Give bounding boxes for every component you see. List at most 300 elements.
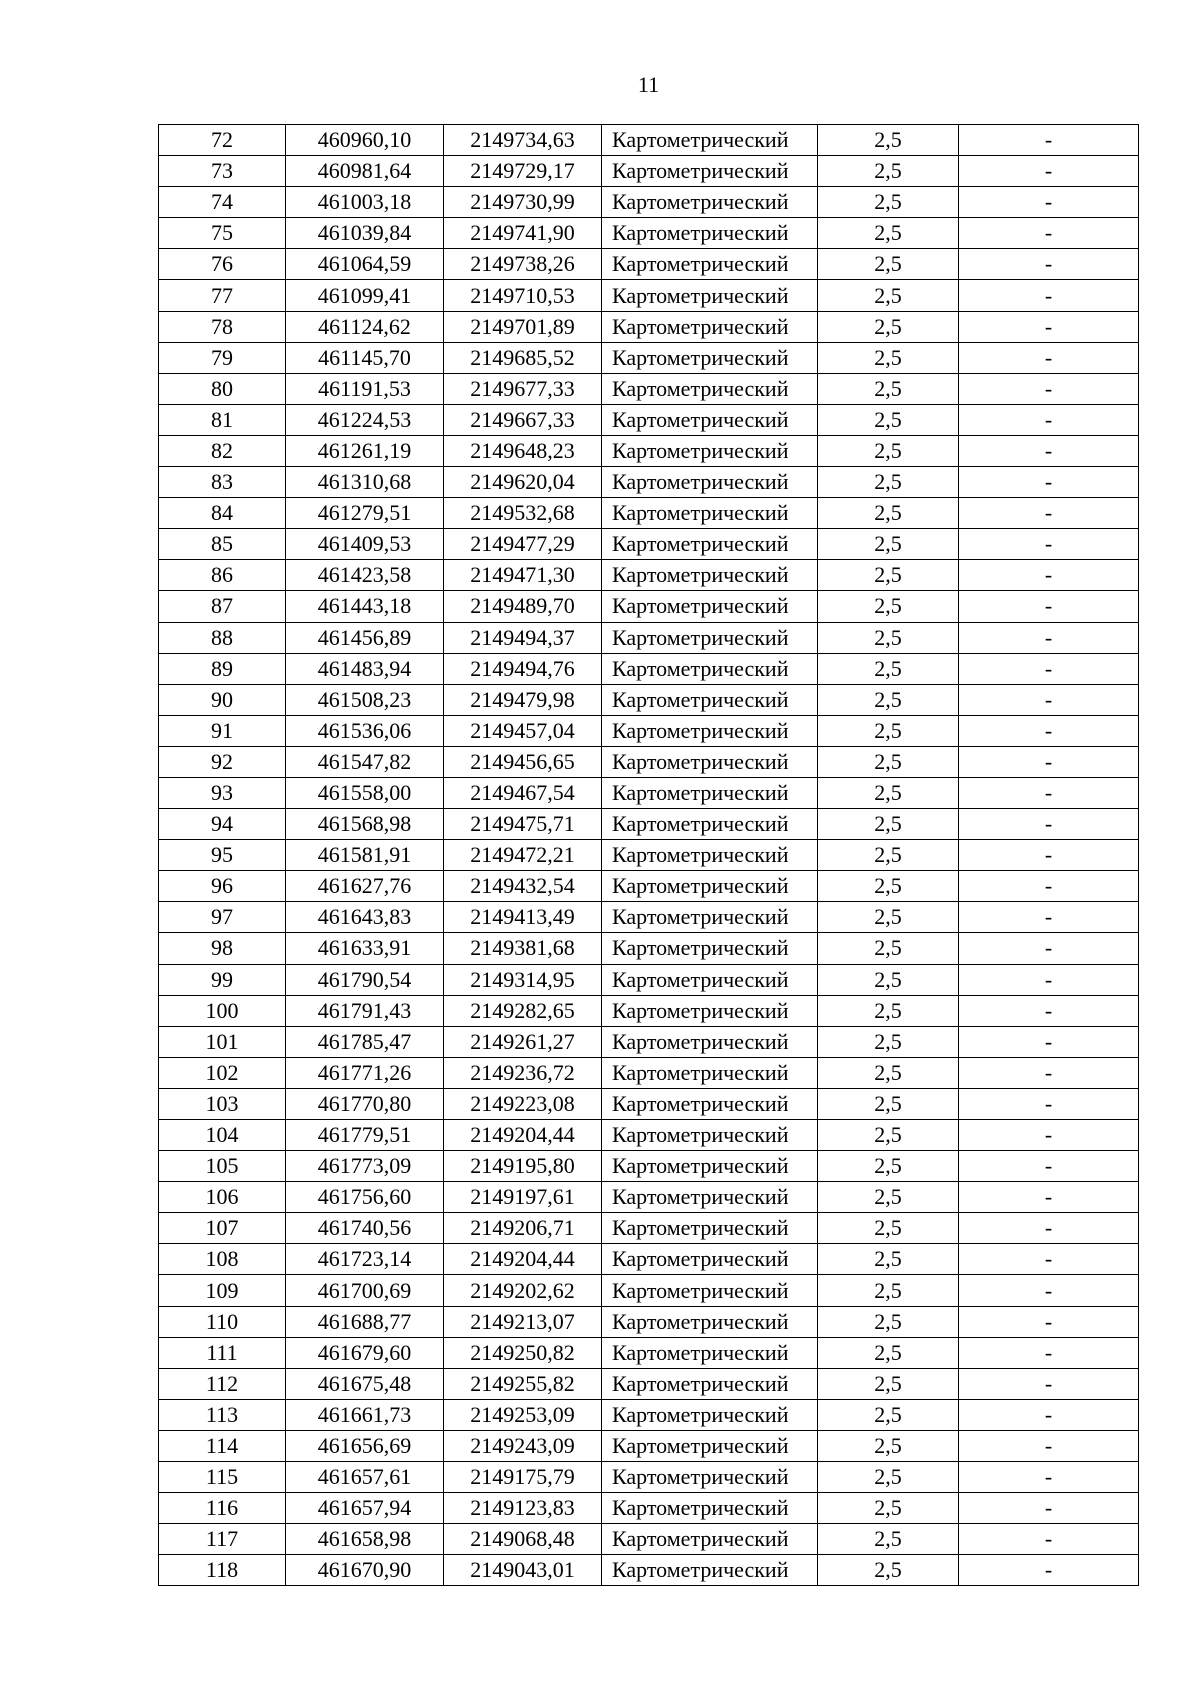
x-coordinate-cell: 461723,14 bbox=[286, 1244, 444, 1275]
description-cell: - bbox=[959, 125, 1139, 156]
y-coordinate-cell: 2149250,82 bbox=[444, 1337, 602, 1368]
accuracy-cell: 2,5 bbox=[818, 311, 959, 342]
method-cell: Картометрический bbox=[602, 746, 818, 777]
point-number-cell: 92 bbox=[159, 746, 286, 777]
description-cell: - bbox=[959, 715, 1139, 746]
point-number-cell: 104 bbox=[159, 1120, 286, 1151]
x-coordinate-cell: 461773,09 bbox=[286, 1151, 444, 1182]
accuracy-cell: 2,5 bbox=[818, 1524, 959, 1555]
y-coordinate-cell: 2149123,83 bbox=[444, 1493, 602, 1524]
table-row bbox=[159, 373, 1139, 404]
method-cell: Картометрический bbox=[602, 964, 818, 995]
accuracy-cell: 2,5 bbox=[818, 1430, 959, 1461]
x-coordinate-cell: 461627,76 bbox=[286, 871, 444, 902]
method-cell: Картометрический bbox=[602, 435, 818, 466]
y-coordinate-cell: 2149472,21 bbox=[444, 840, 602, 871]
description-cell: - bbox=[959, 1120, 1139, 1151]
table-row bbox=[159, 777, 1139, 808]
method-cell: Картометрический bbox=[602, 715, 818, 746]
description-cell: - bbox=[959, 809, 1139, 840]
y-coordinate-cell: 2149741,90 bbox=[444, 218, 602, 249]
x-coordinate-cell: 461224,53 bbox=[286, 404, 444, 435]
method-cell: Картометрический bbox=[602, 1120, 818, 1151]
table-row bbox=[159, 1430, 1139, 1461]
y-coordinate-cell: 2149197,61 bbox=[444, 1182, 602, 1213]
point-number-cell: 115 bbox=[159, 1462, 286, 1493]
x-coordinate-cell: 461039,84 bbox=[286, 218, 444, 249]
x-coordinate-cell: 461191,53 bbox=[286, 373, 444, 404]
method-cell: Картометрический bbox=[602, 933, 818, 964]
table-row bbox=[159, 467, 1139, 498]
method-cell: Картометрический bbox=[602, 1306, 818, 1337]
method-cell: Картометрический bbox=[602, 342, 818, 373]
table-row bbox=[159, 871, 1139, 902]
y-coordinate-cell: 2149677,33 bbox=[444, 373, 602, 404]
method-cell: Картометрический bbox=[602, 125, 818, 156]
x-coordinate-cell: 461688,77 bbox=[286, 1306, 444, 1337]
method-cell: Картометрический bbox=[602, 498, 818, 529]
y-coordinate-cell: 2149413,49 bbox=[444, 902, 602, 933]
point-number-cell: 107 bbox=[159, 1213, 286, 1244]
y-coordinate-cell: 2149738,26 bbox=[444, 249, 602, 280]
method-cell: Картометрический bbox=[602, 1524, 818, 1555]
table-row bbox=[159, 1337, 1139, 1368]
table-row bbox=[159, 840, 1139, 871]
y-coordinate-cell: 2149685,52 bbox=[444, 342, 602, 373]
point-number-cell: 93 bbox=[159, 777, 286, 808]
description-cell: - bbox=[959, 777, 1139, 808]
x-coordinate-cell: 461310,68 bbox=[286, 467, 444, 498]
accuracy-cell: 2,5 bbox=[818, 218, 959, 249]
description-cell: - bbox=[959, 591, 1139, 622]
y-coordinate-cell: 2149206,71 bbox=[444, 1213, 602, 1244]
table-row bbox=[159, 684, 1139, 715]
y-coordinate-cell: 2149213,07 bbox=[444, 1306, 602, 1337]
description-cell: - bbox=[959, 560, 1139, 591]
accuracy-cell: 2,5 bbox=[818, 902, 959, 933]
x-coordinate-cell: 461508,23 bbox=[286, 684, 444, 715]
method-cell: Картометрический bbox=[602, 187, 818, 218]
description-cell: - bbox=[959, 311, 1139, 342]
method-cell: Картометрический bbox=[602, 622, 818, 653]
accuracy-cell: 2,5 bbox=[818, 1151, 959, 1182]
y-coordinate-cell: 2149457,04 bbox=[444, 715, 602, 746]
x-coordinate-cell: 461785,47 bbox=[286, 1026, 444, 1057]
description-cell: - bbox=[959, 902, 1139, 933]
x-coordinate-cell: 461409,53 bbox=[286, 529, 444, 560]
description-cell: - bbox=[959, 1244, 1139, 1275]
point-number-cell: 72 bbox=[159, 125, 286, 156]
table-row bbox=[159, 995, 1139, 1026]
point-number-cell: 80 bbox=[159, 373, 286, 404]
method-cell: Картометрический bbox=[602, 311, 818, 342]
y-coordinate-cell: 2149202,62 bbox=[444, 1275, 602, 1306]
accuracy-cell: 2,5 bbox=[818, 1244, 959, 1275]
accuracy-cell: 2,5 bbox=[818, 373, 959, 404]
x-coordinate-cell: 461658,98 bbox=[286, 1524, 444, 1555]
x-coordinate-cell: 461456,89 bbox=[286, 622, 444, 653]
description-cell: - bbox=[959, 1182, 1139, 1213]
x-coordinate-cell: 461547,82 bbox=[286, 746, 444, 777]
method-cell: Картометрический bbox=[602, 218, 818, 249]
method-cell: Картометрический bbox=[602, 591, 818, 622]
accuracy-cell: 2,5 bbox=[818, 777, 959, 808]
description-cell: - bbox=[959, 1399, 1139, 1430]
table-row bbox=[159, 1244, 1139, 1275]
point-number-cell: 73 bbox=[159, 156, 286, 187]
table-row bbox=[159, 1182, 1139, 1213]
y-coordinate-cell: 2149729,17 bbox=[444, 156, 602, 187]
y-coordinate-cell: 2149043,01 bbox=[444, 1555, 602, 1586]
page-number: 11 bbox=[637, 72, 660, 97]
description-cell: - bbox=[959, 1493, 1139, 1524]
accuracy-cell: 2,5 bbox=[818, 404, 959, 435]
y-coordinate-cell: 2149620,04 bbox=[444, 467, 602, 498]
x-coordinate-cell: 461740,56 bbox=[286, 1213, 444, 1244]
description-cell: - bbox=[959, 995, 1139, 1026]
x-coordinate-cell: 460981,64 bbox=[286, 156, 444, 187]
table-row bbox=[159, 1151, 1139, 1182]
accuracy-cell: 2,5 bbox=[818, 187, 959, 218]
accuracy-cell: 2,5 bbox=[818, 1399, 959, 1430]
accuracy-cell: 2,5 bbox=[818, 840, 959, 871]
point-number-cell: 106 bbox=[159, 1182, 286, 1213]
table-row bbox=[159, 311, 1139, 342]
accuracy-cell: 2,5 bbox=[818, 156, 959, 187]
table-row bbox=[159, 1275, 1139, 1306]
method-cell: Картометрический bbox=[602, 404, 818, 435]
method-cell: Картометрический bbox=[602, 1026, 818, 1057]
method-cell: Картометрический bbox=[602, 1182, 818, 1213]
table-row bbox=[159, 125, 1139, 156]
point-number-cell: 87 bbox=[159, 591, 286, 622]
x-coordinate-cell: 461633,91 bbox=[286, 933, 444, 964]
x-coordinate-cell: 461657,61 bbox=[286, 1462, 444, 1493]
description-cell: - bbox=[959, 1430, 1139, 1461]
x-coordinate-cell: 461064,59 bbox=[286, 249, 444, 280]
y-coordinate-cell: 2149730,99 bbox=[444, 187, 602, 218]
point-number-cell: 101 bbox=[159, 1026, 286, 1057]
table-row bbox=[159, 964, 1139, 995]
point-number-cell: 111 bbox=[159, 1337, 286, 1368]
point-number-cell: 89 bbox=[159, 653, 286, 684]
description-cell: - bbox=[959, 373, 1139, 404]
y-coordinate-cell: 2149710,53 bbox=[444, 280, 602, 311]
method-cell: Картометрический bbox=[602, 467, 818, 498]
y-coordinate-cell: 2149195,80 bbox=[444, 1151, 602, 1182]
description-cell: - bbox=[959, 1337, 1139, 1368]
accuracy-cell: 2,5 bbox=[818, 809, 959, 840]
accuracy-cell: 2,5 bbox=[818, 591, 959, 622]
table-row bbox=[159, 1493, 1139, 1524]
accuracy-cell: 2,5 bbox=[818, 995, 959, 1026]
y-coordinate-cell: 2149489,70 bbox=[444, 591, 602, 622]
y-coordinate-cell: 2149471,30 bbox=[444, 560, 602, 591]
table-row bbox=[159, 218, 1139, 249]
accuracy-cell: 2,5 bbox=[818, 684, 959, 715]
y-coordinate-cell: 2149314,95 bbox=[444, 964, 602, 995]
description-cell: - bbox=[959, 467, 1139, 498]
accuracy-cell: 2,5 bbox=[818, 1337, 959, 1368]
table-row bbox=[159, 1088, 1139, 1119]
description-cell: - bbox=[959, 871, 1139, 902]
method-cell: Картометрический bbox=[602, 280, 818, 311]
x-coordinate-cell: 461581,91 bbox=[286, 840, 444, 871]
x-coordinate-cell: 461790,54 bbox=[286, 964, 444, 995]
x-coordinate-cell: 461657,94 bbox=[286, 1493, 444, 1524]
x-coordinate-cell: 461643,83 bbox=[286, 902, 444, 933]
point-number-cell: 117 bbox=[159, 1524, 286, 1555]
y-coordinate-cell: 2149479,98 bbox=[444, 684, 602, 715]
y-coordinate-cell: 2149667,33 bbox=[444, 404, 602, 435]
point-number-cell: 85 bbox=[159, 529, 286, 560]
point-number-cell: 76 bbox=[159, 249, 286, 280]
accuracy-cell: 2,5 bbox=[818, 715, 959, 746]
y-coordinate-cell: 2149701,89 bbox=[444, 311, 602, 342]
description-cell: - bbox=[959, 435, 1139, 466]
point-number-cell: 94 bbox=[159, 809, 286, 840]
table-row bbox=[159, 249, 1139, 280]
table-row bbox=[159, 1399, 1139, 1430]
accuracy-cell: 2,5 bbox=[818, 1462, 959, 1493]
table-row bbox=[159, 342, 1139, 373]
y-coordinate-cell: 2149494,76 bbox=[444, 653, 602, 684]
description-cell: - bbox=[959, 498, 1139, 529]
table-row bbox=[159, 809, 1139, 840]
x-coordinate-cell: 461771,26 bbox=[286, 1057, 444, 1088]
method-cell: Картометрический bbox=[602, 777, 818, 808]
accuracy-cell: 2,5 bbox=[818, 871, 959, 902]
y-coordinate-cell: 2149467,54 bbox=[444, 777, 602, 808]
x-coordinate-cell: 461779,51 bbox=[286, 1120, 444, 1151]
description-cell: - bbox=[959, 964, 1139, 995]
x-coordinate-cell: 461670,90 bbox=[286, 1555, 444, 1586]
x-coordinate-cell: 461791,43 bbox=[286, 995, 444, 1026]
x-coordinate-cell: 461770,80 bbox=[286, 1088, 444, 1119]
table-row bbox=[159, 529, 1139, 560]
table-row bbox=[159, 560, 1139, 591]
method-cell: Картометрический bbox=[602, 560, 818, 591]
x-coordinate-cell: 461656,69 bbox=[286, 1430, 444, 1461]
x-coordinate-cell: 461568,98 bbox=[286, 809, 444, 840]
x-coordinate-cell: 461536,06 bbox=[286, 715, 444, 746]
x-coordinate-cell: 461756,60 bbox=[286, 1182, 444, 1213]
description-cell: - bbox=[959, 404, 1139, 435]
table-row bbox=[159, 498, 1139, 529]
accuracy-cell: 2,5 bbox=[818, 280, 959, 311]
point-number-cell: 88 bbox=[159, 622, 286, 653]
point-number-cell: 82 bbox=[159, 435, 286, 466]
description-cell: - bbox=[959, 933, 1139, 964]
method-cell: Картометрический bbox=[602, 1057, 818, 1088]
y-coordinate-cell: 2149475,71 bbox=[444, 809, 602, 840]
y-coordinate-cell: 2149734,63 bbox=[444, 125, 602, 156]
y-coordinate-cell: 2149261,27 bbox=[444, 1026, 602, 1057]
accuracy-cell: 2,5 bbox=[818, 498, 959, 529]
point-number-cell: 100 bbox=[159, 995, 286, 1026]
y-coordinate-cell: 2149456,65 bbox=[444, 746, 602, 777]
x-coordinate-cell: 461423,58 bbox=[286, 560, 444, 591]
description-cell: - bbox=[959, 529, 1139, 560]
method-cell: Картометрический bbox=[602, 373, 818, 404]
method-cell: Картометрический bbox=[602, 1151, 818, 1182]
point-number-cell: 84 bbox=[159, 498, 286, 529]
accuracy-cell: 2,5 bbox=[818, 1026, 959, 1057]
x-coordinate-cell: 460960,10 bbox=[286, 125, 444, 156]
description-cell: - bbox=[959, 1368, 1139, 1399]
description-cell: - bbox=[959, 1306, 1139, 1337]
description-cell: - bbox=[959, 342, 1139, 373]
method-cell: Картометрический bbox=[602, 809, 818, 840]
y-coordinate-cell: 2149175,79 bbox=[444, 1462, 602, 1493]
method-cell: Картометрический bbox=[602, 1337, 818, 1368]
accuracy-cell: 2,5 bbox=[818, 125, 959, 156]
y-coordinate-cell: 2149204,44 bbox=[444, 1244, 602, 1275]
table-row bbox=[159, 1368, 1139, 1399]
table-row bbox=[159, 404, 1139, 435]
x-coordinate-cell: 461483,94 bbox=[286, 653, 444, 684]
point-number-cell: 81 bbox=[159, 404, 286, 435]
point-number-cell: 105 bbox=[159, 1151, 286, 1182]
y-coordinate-cell: 2149253,09 bbox=[444, 1399, 602, 1430]
x-coordinate-cell: 461003,18 bbox=[286, 187, 444, 218]
y-coordinate-cell: 2149282,65 bbox=[444, 995, 602, 1026]
description-cell: - bbox=[959, 684, 1139, 715]
description-cell: - bbox=[959, 249, 1139, 280]
description-cell: - bbox=[959, 1524, 1139, 1555]
point-number-cell: 98 bbox=[159, 933, 286, 964]
point-number-cell: 97 bbox=[159, 902, 286, 933]
method-cell: Картометрический bbox=[602, 902, 818, 933]
table-row bbox=[159, 902, 1139, 933]
method-cell: Картометрический bbox=[602, 1213, 818, 1244]
description-cell: - bbox=[959, 187, 1139, 218]
x-coordinate-cell: 461661,73 bbox=[286, 1399, 444, 1430]
x-coordinate-cell: 461558,00 bbox=[286, 777, 444, 808]
method-cell: Картометрический bbox=[602, 1493, 818, 1524]
table-row bbox=[159, 1306, 1139, 1337]
table-row bbox=[159, 156, 1139, 187]
x-coordinate-cell: 461145,70 bbox=[286, 342, 444, 373]
method-cell: Картометрический bbox=[602, 1555, 818, 1586]
description-cell: - bbox=[959, 1213, 1139, 1244]
accuracy-cell: 2,5 bbox=[818, 1306, 959, 1337]
table-row bbox=[159, 280, 1139, 311]
method-cell: Картометрический bbox=[602, 1430, 818, 1461]
accuracy-cell: 2,5 bbox=[818, 1275, 959, 1306]
x-coordinate-cell: 461679,60 bbox=[286, 1337, 444, 1368]
y-coordinate-cell: 2149204,44 bbox=[444, 1120, 602, 1151]
point-number-cell: 91 bbox=[159, 715, 286, 746]
accuracy-cell: 2,5 bbox=[818, 1493, 959, 1524]
method-cell: Картометрический bbox=[602, 249, 818, 280]
table-row bbox=[159, 187, 1139, 218]
table-row bbox=[159, 435, 1139, 466]
coordinates-table-body bbox=[159, 125, 1139, 1586]
description-cell: - bbox=[959, 622, 1139, 653]
point-number-cell: 78 bbox=[159, 311, 286, 342]
method-cell: Картометрический bbox=[602, 840, 818, 871]
method-cell: Картометрический bbox=[602, 871, 818, 902]
accuracy-cell: 2,5 bbox=[818, 529, 959, 560]
point-number-cell: 103 bbox=[159, 1088, 286, 1119]
description-cell: - bbox=[959, 1026, 1139, 1057]
point-number-cell: 108 bbox=[159, 1244, 286, 1275]
table-row bbox=[159, 933, 1139, 964]
table-row bbox=[159, 1213, 1139, 1244]
point-number-cell: 83 bbox=[159, 467, 286, 498]
accuracy-cell: 2,5 bbox=[818, 1120, 959, 1151]
method-cell: Картометрический bbox=[602, 1399, 818, 1430]
y-coordinate-cell: 2149255,82 bbox=[444, 1368, 602, 1399]
table-row bbox=[159, 591, 1139, 622]
accuracy-cell: 2,5 bbox=[818, 964, 959, 995]
method-cell: Картометрический bbox=[602, 684, 818, 715]
table-row bbox=[159, 1524, 1139, 1555]
x-coordinate-cell: 461124,62 bbox=[286, 311, 444, 342]
table-row bbox=[159, 1120, 1139, 1151]
accuracy-cell: 2,5 bbox=[818, 933, 959, 964]
method-cell: Картометрический bbox=[602, 1244, 818, 1275]
point-number-cell: 86 bbox=[159, 560, 286, 591]
accuracy-cell: 2,5 bbox=[818, 1057, 959, 1088]
description-cell: - bbox=[959, 1275, 1139, 1306]
method-cell: Картометрический bbox=[602, 1275, 818, 1306]
accuracy-cell: 2,5 bbox=[818, 622, 959, 653]
table-row bbox=[159, 622, 1139, 653]
accuracy-cell: 2,5 bbox=[818, 1182, 959, 1213]
description-cell: - bbox=[959, 1088, 1139, 1119]
x-coordinate-cell: 461099,41 bbox=[286, 280, 444, 311]
description-cell: - bbox=[959, 1462, 1139, 1493]
y-coordinate-cell: 2149432,54 bbox=[444, 871, 602, 902]
description-cell: - bbox=[959, 1555, 1139, 1586]
point-number-cell: 90 bbox=[159, 684, 286, 715]
accuracy-cell: 2,5 bbox=[818, 342, 959, 373]
point-number-cell: 109 bbox=[159, 1275, 286, 1306]
accuracy-cell: 2,5 bbox=[818, 1368, 959, 1399]
point-number-cell: 96 bbox=[159, 871, 286, 902]
table-row bbox=[159, 653, 1139, 684]
y-coordinate-cell: 2149648,23 bbox=[444, 435, 602, 466]
accuracy-cell: 2,5 bbox=[818, 467, 959, 498]
accuracy-cell: 2,5 bbox=[818, 560, 959, 591]
method-cell: Картометрический bbox=[602, 1088, 818, 1119]
point-number-cell: 99 bbox=[159, 964, 286, 995]
point-number-cell: 77 bbox=[159, 280, 286, 311]
point-number-cell: 114 bbox=[159, 1430, 286, 1461]
x-coordinate-cell: 461261,19 bbox=[286, 435, 444, 466]
point-number-cell: 112 bbox=[159, 1368, 286, 1399]
description-cell: - bbox=[959, 156, 1139, 187]
method-cell: Картометрический bbox=[602, 1462, 818, 1493]
point-number-cell: 118 bbox=[159, 1555, 286, 1586]
point-number-cell: 113 bbox=[159, 1399, 286, 1430]
x-coordinate-cell: 461443,18 bbox=[286, 591, 444, 622]
accuracy-cell: 2,5 bbox=[818, 249, 959, 280]
accuracy-cell: 2,5 bbox=[818, 653, 959, 684]
description-cell: - bbox=[959, 280, 1139, 311]
accuracy-cell: 2,5 bbox=[818, 1088, 959, 1119]
y-coordinate-cell: 2149494,37 bbox=[444, 622, 602, 653]
description-cell: - bbox=[959, 653, 1139, 684]
description-cell: - bbox=[959, 218, 1139, 249]
method-cell: Картометрический bbox=[602, 156, 818, 187]
description-cell: - bbox=[959, 840, 1139, 871]
point-number-cell: 74 bbox=[159, 187, 286, 218]
y-coordinate-cell: 2149243,09 bbox=[444, 1430, 602, 1461]
point-number-cell: 116 bbox=[159, 1493, 286, 1524]
